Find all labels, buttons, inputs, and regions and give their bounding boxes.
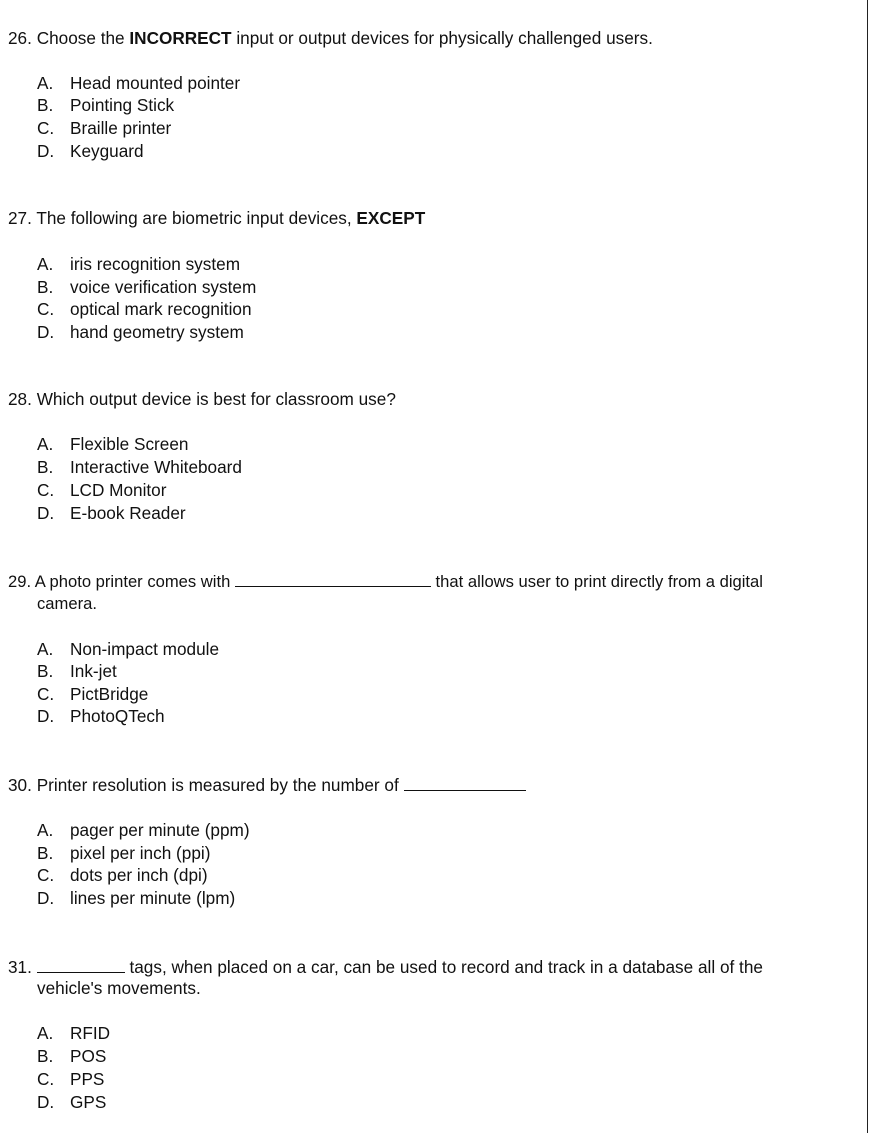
option-text: Head mounted pointer xyxy=(70,73,241,93)
option-c xyxy=(37,867,208,884)
option-text: POS xyxy=(70,1046,107,1066)
option-letter: C. xyxy=(37,1069,55,1089)
option-letter: D. xyxy=(37,503,55,523)
option-d xyxy=(37,324,244,341)
option-text: Non-impact module xyxy=(70,639,220,659)
option-letter: C. xyxy=(37,684,55,704)
option-c xyxy=(37,686,148,703)
option-a xyxy=(37,822,250,839)
question-text-after: tags, when placed on a car, can be used to record and track in a database all of the xyxy=(124,957,763,977)
question-text-before: A photo printer comes with xyxy=(34,572,235,591)
question-text xyxy=(8,776,526,794)
question-text xyxy=(8,391,396,408)
option-text: E-book Reader xyxy=(70,503,186,523)
option-letter: B. xyxy=(37,95,54,115)
option-c xyxy=(37,1071,104,1088)
option-a xyxy=(37,256,240,273)
option-letter: D. xyxy=(37,1092,55,1112)
question-text xyxy=(8,210,425,227)
option-b xyxy=(37,845,210,862)
option-letter: B. xyxy=(37,1046,54,1066)
question-number: 28. xyxy=(8,389,32,409)
question-text-after: input or output devices for physically challenged users. xyxy=(231,28,653,48)
option-letter: B. xyxy=(37,843,54,863)
question-number: 27. xyxy=(8,208,32,228)
option-text: PhotoQTech xyxy=(70,706,165,726)
option-text: PictBridge xyxy=(70,684,149,704)
question-text-before: The following are biometric input devices, xyxy=(36,208,357,228)
option-b xyxy=(37,97,174,114)
answer-blank xyxy=(404,776,526,791)
question-text xyxy=(8,958,763,976)
option-c xyxy=(37,301,252,318)
option-letter: A. xyxy=(37,254,54,274)
option-d xyxy=(37,890,235,907)
option-letter: A. xyxy=(37,820,54,840)
option-text: RFID xyxy=(70,1023,111,1043)
option-b xyxy=(37,1048,106,1065)
question-number: 29. xyxy=(8,572,32,591)
option-d xyxy=(37,143,144,160)
option-letter: C. xyxy=(37,299,55,319)
answer-blank xyxy=(235,572,431,587)
option-text: LCD Monitor xyxy=(70,480,167,500)
question-number: 30. xyxy=(8,775,32,795)
option-text: pixel per inch (ppi) xyxy=(70,843,211,863)
answer-blank xyxy=(37,958,125,973)
option-text: voice verification system xyxy=(70,277,257,297)
option-letter: D. xyxy=(37,888,55,908)
question-text-after: that allows user to print directly from a digital xyxy=(430,572,763,591)
option-d xyxy=(37,708,165,725)
option-text: GPS xyxy=(70,1092,107,1112)
option-c xyxy=(37,120,171,137)
option-text: dots per inch (dpi) xyxy=(70,865,208,885)
option-b xyxy=(37,279,256,296)
option-d xyxy=(37,505,186,522)
option-a xyxy=(37,1025,110,1042)
option-text: Braille printer xyxy=(70,118,172,138)
option-text: Interactive Whiteboard xyxy=(70,457,242,477)
option-letter: A. xyxy=(37,639,54,659)
option-letter: C. xyxy=(37,480,55,500)
option-text: Flexible Screen xyxy=(70,434,189,454)
option-letter: A. xyxy=(37,73,54,93)
option-d xyxy=(37,1094,106,1111)
option-b xyxy=(37,459,242,476)
question-emphasis: EXCEPT xyxy=(356,208,426,228)
question-text-before: Choose the xyxy=(36,28,130,48)
page-right-border xyxy=(867,0,868,1133)
option-a xyxy=(37,75,240,92)
question-text-continuation: vehicle's movements. xyxy=(37,978,201,998)
question-number: 26. xyxy=(8,28,32,48)
option-letter: B. xyxy=(37,661,54,681)
option-text: pager per minute (ppm) xyxy=(70,820,250,840)
option-a xyxy=(37,436,188,453)
option-text: optical mark recognition xyxy=(70,299,252,319)
option-b xyxy=(37,663,117,680)
option-letter: C. xyxy=(37,865,55,885)
question-text xyxy=(8,572,763,591)
option-text: Pointing Stick xyxy=(70,95,175,115)
option-text: PPS xyxy=(70,1069,105,1089)
option-letter: B. xyxy=(37,457,54,477)
option-letter: D. xyxy=(37,141,55,161)
option-letter: A. xyxy=(37,434,54,454)
option-letter: A. xyxy=(37,1023,54,1043)
question-emphasis: INCORRECT xyxy=(129,28,232,48)
option-letter: D. xyxy=(37,322,55,342)
option-text: lines per minute (lpm) xyxy=(70,888,236,908)
option-letter: B. xyxy=(37,277,54,297)
option-text: hand geometry system xyxy=(70,322,244,342)
option-a xyxy=(37,641,219,658)
option-c xyxy=(37,482,166,499)
option-letter: C. xyxy=(37,118,55,138)
question-number: 31. xyxy=(8,957,32,977)
option-letter: D. xyxy=(37,706,55,726)
question-text-continuation: camera. xyxy=(37,594,97,613)
option-text: Keyguard xyxy=(70,141,144,161)
option-text: iris recognition system xyxy=(70,254,241,274)
question-text xyxy=(8,30,653,47)
question-text-before: Printer resolution is measured by the number of xyxy=(36,775,404,795)
option-text: Ink-jet xyxy=(70,661,117,681)
question-text-body: Which output device is best for classroom use? xyxy=(36,389,396,409)
